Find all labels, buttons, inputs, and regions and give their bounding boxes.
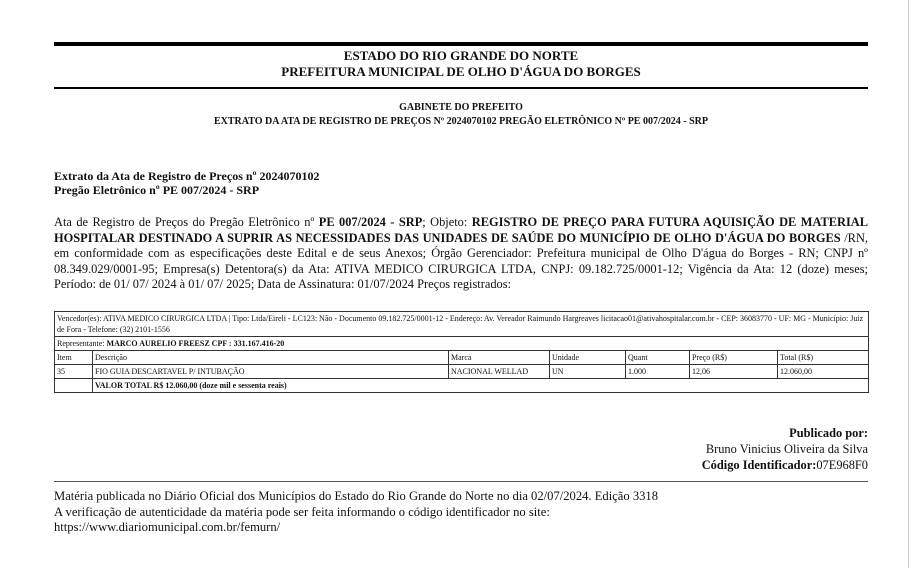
body-text-3: /RN, em conformidade com as especificações deste Edital e de seus Anexos; Órgão Gerenciador: Prefeitura municipal de Olho D'água do Borges - RN; CNPJ nº 08.349.029/0001-95; Empresa(s) Detentora(s) da Ata: ATIVA MEDICO CIRURGICA LTDA, CNPJ: 09.182.725/0001-12; Vigência da Ata: 12 (doze) meses; Período: de 01/ 07/ 2024 à 01/ 07/ 2025; Data de Assinatura: 01/07/2024 Preços registrados: [54, 230, 868, 291]
cell-description: FIO GUIA DESCARTAVEL P/ INTUBAÇÃO [93, 365, 449, 379]
column-header: Marca [449, 351, 550, 365]
publisher-block [702, 425, 868, 473]
column-header: Total (R$) [778, 351, 869, 365]
prefeitura-name: PREFEITURA MUNICIPAL DE OLHO D'ÁGUA DO BORGES [281, 64, 641, 79]
total-spacer [55, 379, 93, 393]
cell-unit: UN [550, 365, 626, 379]
footer-publication: Matéria publicada no Diário Oficial dos Municípios do Estado do Rio Grande do Norte no dia 02/07/2024. Edição 3318 [54, 489, 659, 503]
header-rule-bottom [54, 87, 868, 89]
document-heading [54, 101, 868, 129]
footer-url[interactable]: https://www.diariomunicipal.com.br/femurn/ [54, 520, 281, 534]
cell-total: 12.060,00 [778, 365, 869, 379]
table-row [55, 365, 869, 379]
column-header: Preço (R$) [690, 351, 778, 365]
page-edge [908, 0, 909, 568]
identifier-label: Código Identificador: [701, 458, 817, 472]
header-title [54, 48, 868, 80]
column-header: Item [55, 351, 93, 365]
total-row [55, 379, 869, 393]
identifier-code: 07E968F0 [816, 458, 868, 472]
extract-title-line1: Extrato da Ata de Registro de Preços nº 2024070102 [54, 169, 320, 183]
prices-table [54, 311, 868, 393]
state-name: ESTADO DO RIO GRANDE DO NORTE [343, 48, 579, 63]
body-bold-2: REGISTRO DE PREÇO PARA FUTURA AQUISIÇÃO DE MATERIAL HOSPITALAR DESTINADO A SUPRIR AS NECESSIDADES DAS UNIDADES DE SAÚDE DO MUNICÍPIO DE OLHO D'ÁGUA DO BORGES [54, 215, 868, 245]
identifier-line [702, 457, 868, 473]
extract-title-line2: Pregão Eletrônico nº PE 007/2024 - SRP [54, 183, 260, 197]
office-name: GABINETE DO PREFEITO [399, 102, 523, 113]
representative-value: MARCO AURELIO FREESZ CPF : 331.167.416-20 [106, 339, 285, 348]
body-text-2: ; Objeto: [422, 215, 472, 229]
representative-label: Representante: [57, 339, 107, 348]
publisher-name: Bruno Vinicius Oliveira da Silva [705, 442, 868, 456]
footer [54, 489, 868, 536]
vendor-info: Vencedor(es): ATIVA MEDICO CIRURGICA LTDA | Tipo: Ltda/Eireli - LC123: Não - Documento 09.182.725/0001-12 - Endereço: Av. Vereador Raimundo Hargreaves licitacao01@ativahospitalar.com.br - CEP: 36083770 - UF: MG - Município: Juiz de Fora - Telefone: (32) 2101-1556 [55, 312, 869, 337]
cell-quantity: 1.000 [626, 365, 690, 379]
footer-verification: A verificação de autenticidade da matéria pode ser feita informando o código identificador no site: [54, 504, 550, 519]
cell-brand: NACIONAL WELLAD [449, 365, 550, 379]
cell-price: 12,06 [690, 365, 778, 379]
vendor-row [55, 312, 869, 337]
extract-body [54, 215, 868, 293]
footer-rule [54, 481, 868, 482]
column-header: Unidade [550, 351, 626, 365]
total-value: VALOR TOTAL R$ 12.060,00 (doze mil e sessenta reais) [93, 379, 869, 393]
header-rule-top [54, 42, 868, 46]
cell-item: 35 [55, 365, 93, 379]
body-text-1: Ata de Registro de Preços do Pregão Eletrônico nº [54, 215, 319, 229]
published-by-label: Publicado por: [789, 426, 868, 440]
column-header: Quant [626, 351, 690, 365]
representative-cell [55, 337, 869, 351]
extract-title [54, 169, 868, 197]
body-bold-1: PE 007/2024 - SRP [318, 215, 423, 229]
table-header-row [55, 351, 869, 365]
column-header: Descrição [93, 351, 449, 365]
representative-row [55, 337, 869, 351]
document-subject: EXTRATO DA ATA DE REGISTRO DE PREÇOS Nº 2024070102 PREGÃO ELETRÔNICO Nº PE 007/2024 - SRP [214, 116, 708, 127]
